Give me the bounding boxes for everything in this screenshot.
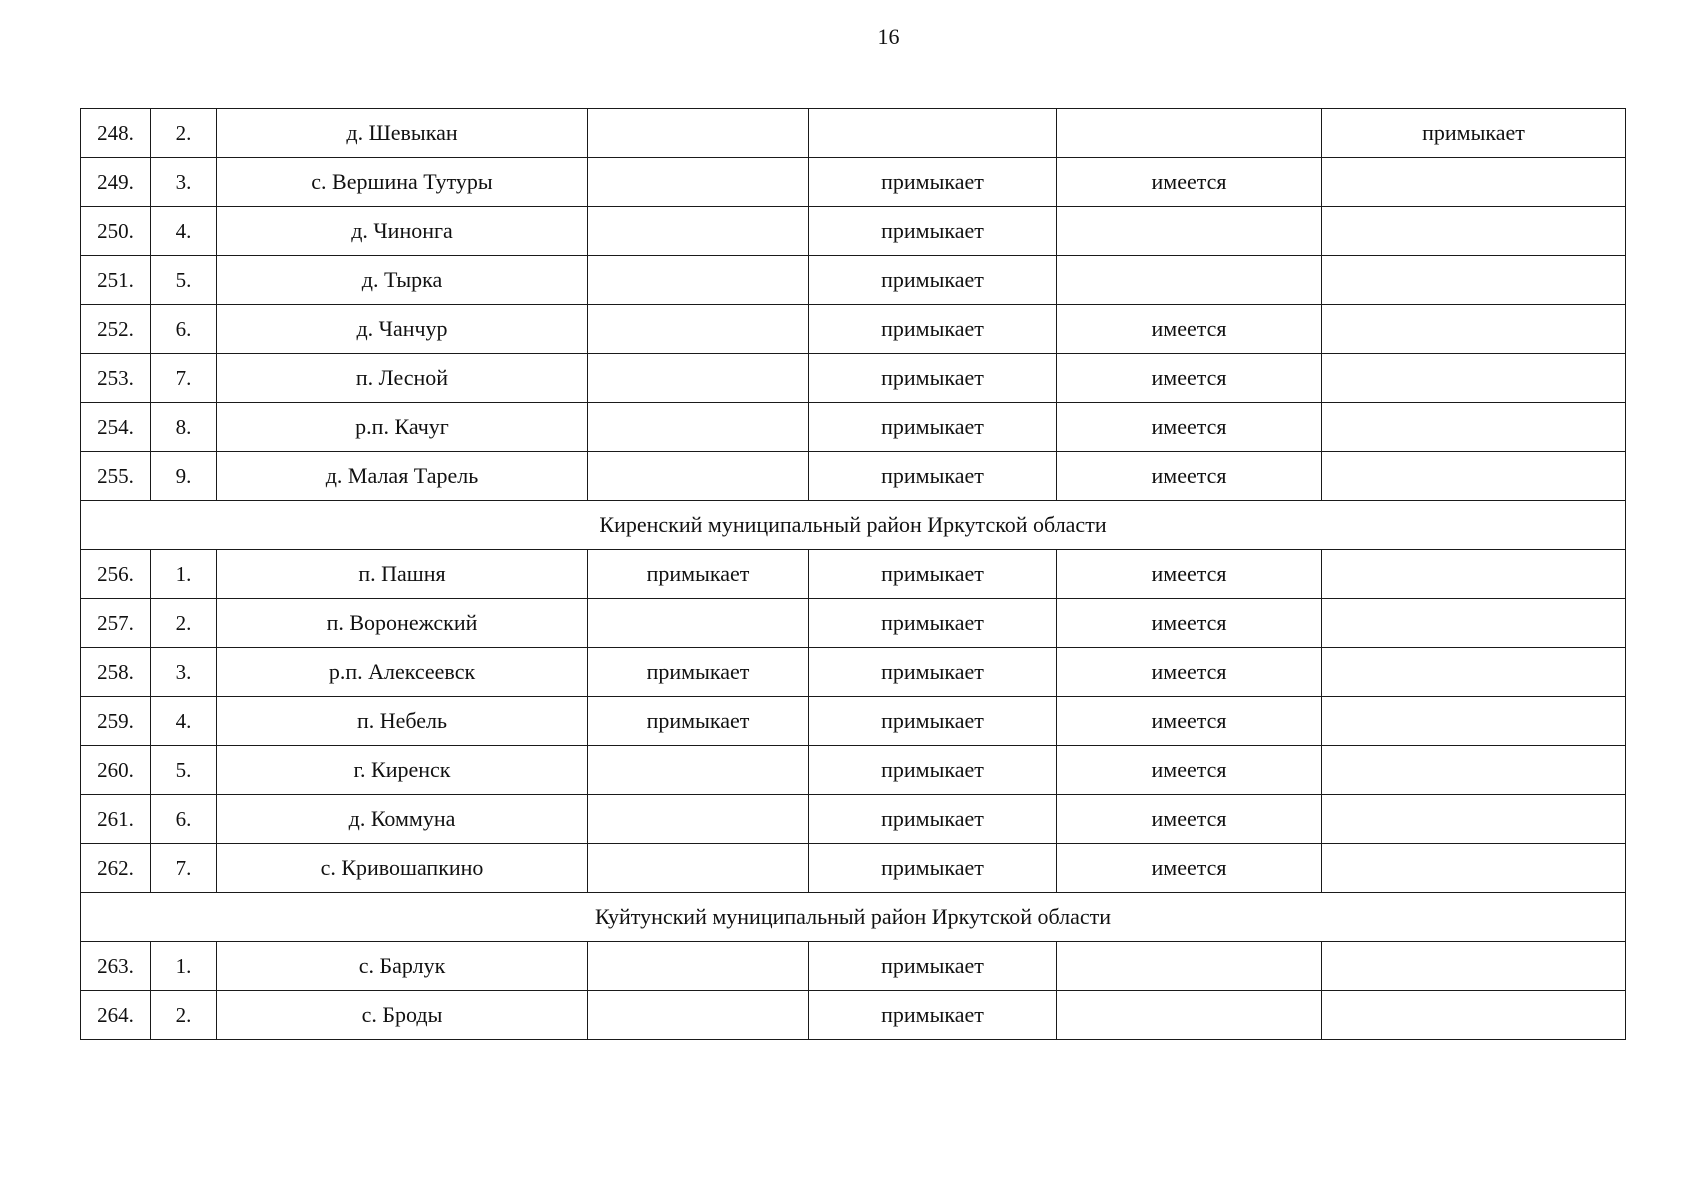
page-number: 16: [877, 24, 900, 49]
column-5-cell: примыкает: [809, 305, 1057, 354]
row-number-cell: 260.: [81, 746, 151, 795]
column-5-cell: примыкает: [809, 795, 1057, 844]
settlements-table: [80, 108, 1626, 1040]
column-5-cell: примыкает: [809, 991, 1057, 1040]
settlement-name-cell: с. Барлук: [217, 942, 588, 991]
local-number-cell: 4.: [151, 697, 217, 746]
column-7-cell: [1322, 991, 1626, 1040]
row-number-cell: 262.: [81, 844, 151, 893]
local-number-cell: 3.: [151, 648, 217, 697]
column-7-cell: [1322, 158, 1626, 207]
settlement-name-cell: д. Шевыкан: [217, 109, 588, 158]
row-number-cell: 256.: [81, 550, 151, 599]
column-4-cell: [588, 452, 809, 501]
column-5-cell: примыкает: [809, 354, 1057, 403]
column-7-cell: [1322, 599, 1626, 648]
column-4-cell: [588, 795, 809, 844]
column-7-cell: [1322, 795, 1626, 844]
table-row: [81, 403, 1626, 452]
settlement-name-cell: д. Малая Тарель: [217, 452, 588, 501]
local-number-cell: 2.: [151, 991, 217, 1040]
column-6-cell: [1057, 991, 1322, 1040]
column-6-cell: имеется: [1057, 354, 1322, 403]
settlement-name-cell: с. Вершина Тутуры: [217, 158, 588, 207]
table-body: [81, 109, 1626, 1040]
column-5-cell: примыкает: [809, 746, 1057, 795]
settlement-name-cell: д. Чинонга: [217, 207, 588, 256]
settlement-name-cell: п. Воронежский: [217, 599, 588, 648]
table-row: [81, 991, 1626, 1040]
column-6-cell: имеется: [1057, 697, 1322, 746]
column-5-cell: примыкает: [809, 599, 1057, 648]
column-6-cell: [1057, 942, 1322, 991]
local-number-cell: 2.: [151, 599, 217, 648]
section-heading: Киренский муниципальный район Иркутской области: [81, 501, 1626, 550]
local-number-cell: 7.: [151, 354, 217, 403]
column-7-cell: [1322, 746, 1626, 795]
column-4-cell: [588, 599, 809, 648]
column-5-cell: примыкает: [809, 207, 1057, 256]
column-4-cell: примыкает: [588, 550, 809, 599]
column-6-cell: имеется: [1057, 550, 1322, 599]
column-6-cell: [1057, 207, 1322, 256]
column-5-cell: примыкает: [809, 403, 1057, 452]
column-7-cell: [1322, 844, 1626, 893]
table-row: [81, 795, 1626, 844]
local-number-cell: 8.: [151, 403, 217, 452]
column-6-cell: [1057, 109, 1322, 158]
column-4-cell: [588, 844, 809, 893]
row-number-cell: 257.: [81, 599, 151, 648]
table-row: [81, 452, 1626, 501]
table-row: [81, 109, 1626, 158]
local-number-cell: 5.: [151, 746, 217, 795]
table-row: [81, 550, 1626, 599]
table-row: [81, 256, 1626, 305]
column-7-cell: [1322, 648, 1626, 697]
column-6-cell: имеется: [1057, 403, 1322, 452]
section-heading: Куйтунский муниципальный район Иркутской области: [81, 893, 1626, 942]
row-number-cell: 253.: [81, 354, 151, 403]
column-7-cell: [1322, 354, 1626, 403]
settlement-name-cell: с. Кривошапкино: [217, 844, 588, 893]
settlement-name-cell: г. Киренск: [217, 746, 588, 795]
row-number-cell: 258.: [81, 648, 151, 697]
row-number-cell: 250.: [81, 207, 151, 256]
column-7-cell: [1322, 697, 1626, 746]
column-4-cell: примыкает: [588, 648, 809, 697]
column-4-cell: [588, 256, 809, 305]
column-6-cell: имеется: [1057, 648, 1322, 697]
local-number-cell: 6.: [151, 795, 217, 844]
settlement-name-cell: р.п. Качуг: [217, 403, 588, 452]
local-number-cell: 1.: [151, 942, 217, 991]
column-7-cell: примыкает: [1322, 109, 1626, 158]
column-7-cell: [1322, 403, 1626, 452]
row-number-cell: 255.: [81, 452, 151, 501]
column-5-cell: примыкает: [809, 844, 1057, 893]
column-6-cell: имеется: [1057, 746, 1322, 795]
row-number-cell: 252.: [81, 305, 151, 354]
column-4-cell: [588, 746, 809, 795]
column-7-cell: [1322, 452, 1626, 501]
column-5-cell: примыкает: [809, 648, 1057, 697]
table-row: [81, 158, 1626, 207]
row-number-cell: 249.: [81, 158, 151, 207]
table-row: [81, 942, 1626, 991]
local-number-cell: 7.: [151, 844, 217, 893]
settlement-name-cell: д. Тырка: [217, 256, 588, 305]
column-4-cell: примыкает: [588, 697, 809, 746]
column-5-cell: примыкает: [809, 256, 1057, 305]
table-row: [81, 599, 1626, 648]
column-4-cell: [588, 207, 809, 256]
row-number-cell: 263.: [81, 942, 151, 991]
local-number-cell: 4.: [151, 207, 217, 256]
local-number-cell: 1.: [151, 550, 217, 599]
row-number-cell: 251.: [81, 256, 151, 305]
settlement-name-cell: р.п. Алексеевск: [217, 648, 588, 697]
table-row: [81, 648, 1626, 697]
local-number-cell: 5.: [151, 256, 217, 305]
table-row: [81, 354, 1626, 403]
section-row: [81, 893, 1626, 942]
column-5-cell: примыкает: [809, 452, 1057, 501]
column-7-cell: [1322, 942, 1626, 991]
column-4-cell: [588, 354, 809, 403]
column-7-cell: [1322, 256, 1626, 305]
column-7-cell: [1322, 550, 1626, 599]
column-6-cell: имеется: [1057, 158, 1322, 207]
column-4-cell: [588, 158, 809, 207]
table-row: [81, 746, 1626, 795]
table-row: [81, 697, 1626, 746]
settlement-name-cell: с. Броды: [217, 991, 588, 1040]
column-4-cell: [588, 403, 809, 452]
column-6-cell: имеется: [1057, 844, 1322, 893]
table-row: [81, 844, 1626, 893]
column-4-cell: [588, 991, 809, 1040]
local-number-cell: 9.: [151, 452, 217, 501]
column-4-cell: [588, 942, 809, 991]
local-number-cell: 3.: [151, 158, 217, 207]
section-row: [81, 501, 1626, 550]
settlement-name-cell: п. Лесной: [217, 354, 588, 403]
row-number-cell: 259.: [81, 697, 151, 746]
column-5-cell: [809, 109, 1057, 158]
table-row: [81, 207, 1626, 256]
column-6-cell: имеется: [1057, 599, 1322, 648]
column-6-cell: имеется: [1057, 305, 1322, 354]
column-7-cell: [1322, 305, 1626, 354]
column-5-cell: примыкает: [809, 942, 1057, 991]
row-number-cell: 254.: [81, 403, 151, 452]
settlement-name-cell: п. Небель: [217, 697, 588, 746]
settlement-name-cell: д. Коммуна: [217, 795, 588, 844]
local-number-cell: 2.: [151, 109, 217, 158]
column-5-cell: примыкает: [809, 550, 1057, 599]
row-number-cell: 261.: [81, 795, 151, 844]
column-7-cell: [1322, 207, 1626, 256]
column-5-cell: примыкает: [809, 158, 1057, 207]
column-6-cell: имеется: [1057, 452, 1322, 501]
settlement-name-cell: д. Чанчур: [217, 305, 588, 354]
row-number-cell: 264.: [81, 991, 151, 1040]
settlement-name-cell: п. Пашня: [217, 550, 588, 599]
local-number-cell: 6.: [151, 305, 217, 354]
column-4-cell: [588, 305, 809, 354]
row-number-cell: 248.: [81, 109, 151, 158]
column-5-cell: примыкает: [809, 697, 1057, 746]
column-4-cell: [588, 109, 809, 158]
table-row: [81, 305, 1626, 354]
column-6-cell: [1057, 256, 1322, 305]
column-6-cell: имеется: [1057, 795, 1322, 844]
